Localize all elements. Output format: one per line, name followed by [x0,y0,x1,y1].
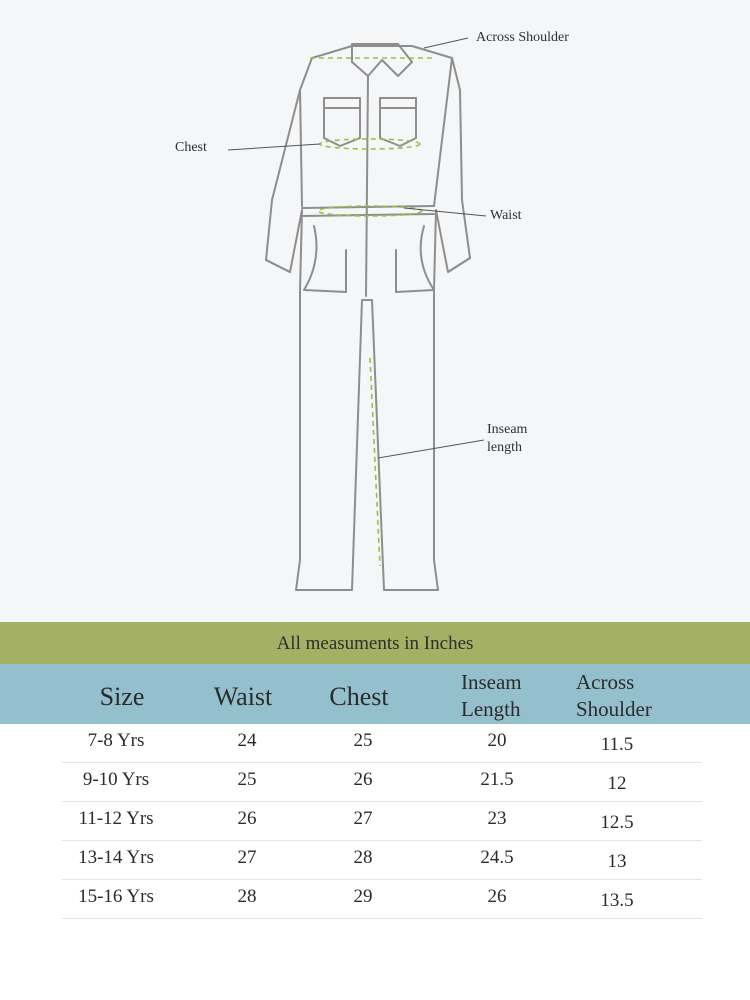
header-chest: Chest [329,682,389,711]
chest-leader [228,144,320,150]
chest-label: Chest [175,140,207,155]
cell-shoulder: 12 [607,773,627,794]
cell-chest: 29 [353,886,373,907]
cell-waist: 26 [237,808,257,829]
table-row [62,724,702,763]
cell-inseam: 20 [487,730,507,751]
cell-chest: 27 [353,808,373,829]
cell-size: 15-16 Yrs [78,886,154,907]
cell-waist: 24 [237,730,257,751]
cell-chest: 26 [353,769,373,790]
cell-inseam: 26 [487,886,507,907]
cell-chest: 25 [353,730,373,751]
cell-chest: 28 [353,847,373,868]
table-row [62,763,702,802]
header-waist: Waist [213,682,273,711]
cell-shoulder: 13 [607,851,627,872]
cell-size: 7-8 Yrs [87,730,145,751]
inseam-leader [378,440,484,458]
cell-inseam: 21.5 [480,769,514,790]
header-size: Size [99,682,145,711]
cell-size: 9-10 Yrs [82,769,150,790]
across-shoulder-label: Across Shoulder [476,30,569,45]
header-inseam: Inseam Length [461,670,522,721]
right-chest-pocket [380,98,416,146]
units-banner: All measuments in Inches [0,622,750,664]
cell-shoulder: 11.5 [600,734,634,755]
table-header [0,664,750,724]
waist-label: Waist [490,208,522,223]
cell-waist: 25 [237,769,257,790]
header-across-shoulder: Across Shoulder [576,670,652,721]
shoulder-leader [424,38,468,48]
collar [352,44,412,76]
table-row [62,841,702,880]
cell-waist: 28 [237,886,257,907]
cell-shoulder: 12.5 [600,812,634,833]
table-row [62,802,702,841]
cell-shoulder: 13.5 [600,890,634,911]
cell-inseam: 23 [487,808,507,829]
cell-waist: 27 [237,847,257,868]
table-row [62,880,702,919]
cell-size: 13-14 Yrs [78,847,154,868]
inseam-label: Inseam length [487,422,528,455]
cell-inseam: 24.5 [480,847,514,868]
cell-size: 11-12 Yrs [78,808,154,829]
